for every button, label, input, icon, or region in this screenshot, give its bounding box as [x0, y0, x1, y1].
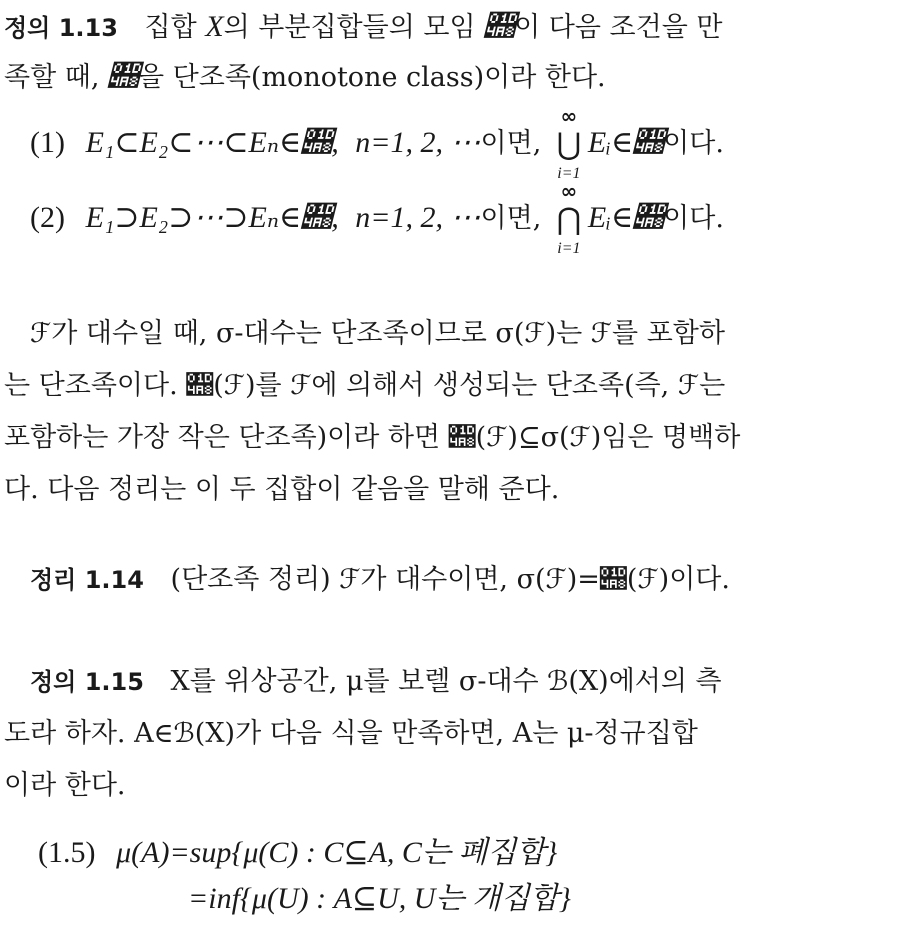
upper-limit: ∞ — [560, 103, 578, 128]
math-symbol: X — [205, 10, 224, 43]
text-span: 족할 때, — [4, 62, 100, 93]
text-span: 이다. — [663, 128, 724, 159]
math-index-range: n=1, 2, ⋯ — [355, 126, 481, 159]
condition-number: (2) — [30, 201, 65, 234]
definition-1-13-line-2 — [4, 62, 606, 92]
math-result: Eᵢ∈𝒨 — [587, 201, 664, 234]
definition-label: 정의 1.13 — [4, 14, 118, 42]
upper-limit: ∞ — [560, 178, 578, 203]
lower-limit: i=1 — [557, 164, 581, 182]
math-index-range: n=1, 2, ⋯ — [355, 201, 481, 234]
paragraph-line-2: 는 단조족이다. 𝒨(ℱ)를 ℱ에 의해서 생성되는 단조족(즉, ℱ는 — [4, 370, 726, 401]
math-chain: E₁⊃E₂⊃⋯⊃Eₙ∈𝒨, — [85, 201, 339, 234]
equation-1-5-line-2 — [188, 884, 571, 914]
union-operator — [552, 103, 586, 182]
text-span: 집합 — [144, 12, 197, 43]
definition-1-15-line-2: 도라 하자. A∈ℬ(X)가 다음 식을 만족하면, A는 μ-정규집합 — [4, 718, 698, 749]
theorem-text: (단조족 정리) ℱ가 대수이면, σ(ℱ)=𝒨(ℱ)이다. — [170, 564, 730, 595]
equation-text: =inf{μ(U) : A⊆U, U는 개집합} — [188, 882, 571, 915]
paragraph-line-4: 다. 다음 정리는 이 두 집합이 같음을 말해 준다. — [4, 474, 560, 505]
text-span: 을 단조족(monotone class)이라 한다. — [138, 62, 606, 93]
text-span: X를 위상공간, μ를 보렐 σ-대수 ℬ(X)에서의 측 — [170, 666, 722, 697]
definition-1-15-line-1 — [30, 668, 722, 695]
paragraph-line-3: 포함하는 가장 작은 단조족)이라 하면 𝒨(ℱ)⊆σ(ℱ)임은 명백하 — [4, 422, 741, 453]
math-symbol: 𝒨 — [484, 10, 515, 43]
equation-1-5-line-1 — [38, 838, 557, 868]
condition-1 — [30, 103, 724, 182]
definition-1-15-line-3: 이라 한다. — [4, 770, 126, 801]
theorem-1-14 — [30, 566, 730, 593]
condition-2 — [30, 178, 724, 257]
equation-number: (1.5) — [38, 836, 96, 869]
math-result: Eᵢ∈𝒨 — [587, 126, 664, 159]
text-span: 이면, — [480, 203, 542, 234]
math-symbol: 𝒨 — [108, 60, 139, 93]
intersection-symbol: ⋂ — [556, 201, 582, 237]
definition-1-13-line-1 — [4, 12, 722, 42]
math-chain: E₁⊂E₂⊂⋯⊂Eₙ∈𝒨, — [85, 126, 339, 159]
condition-number: (1) — [30, 126, 65, 159]
definition-label: 정의 1.15 — [30, 668, 144, 696]
paragraph-line-1: ℱ가 대수일 때, σ-대수는 단조족이므로 σ(ℱ)는 ℱ를 포함하 — [30, 318, 725, 349]
text-span: 이다. — [663, 203, 724, 234]
text-span: 의 부분집합들의 모임 — [223, 12, 476, 43]
theorem-label: 정리 1.14 — [30, 566, 144, 594]
union-symbol: ⋃ — [556, 126, 582, 162]
text-span: 이 다음 조건을 만 — [514, 12, 723, 43]
lower-limit: i=1 — [557, 239, 581, 257]
equation-text: μ(A)=sup{μ(C) : C⊆A, C는 폐집합} — [116, 836, 558, 869]
intersection-operator — [552, 178, 586, 257]
text-span: 이면, — [480, 128, 542, 159]
